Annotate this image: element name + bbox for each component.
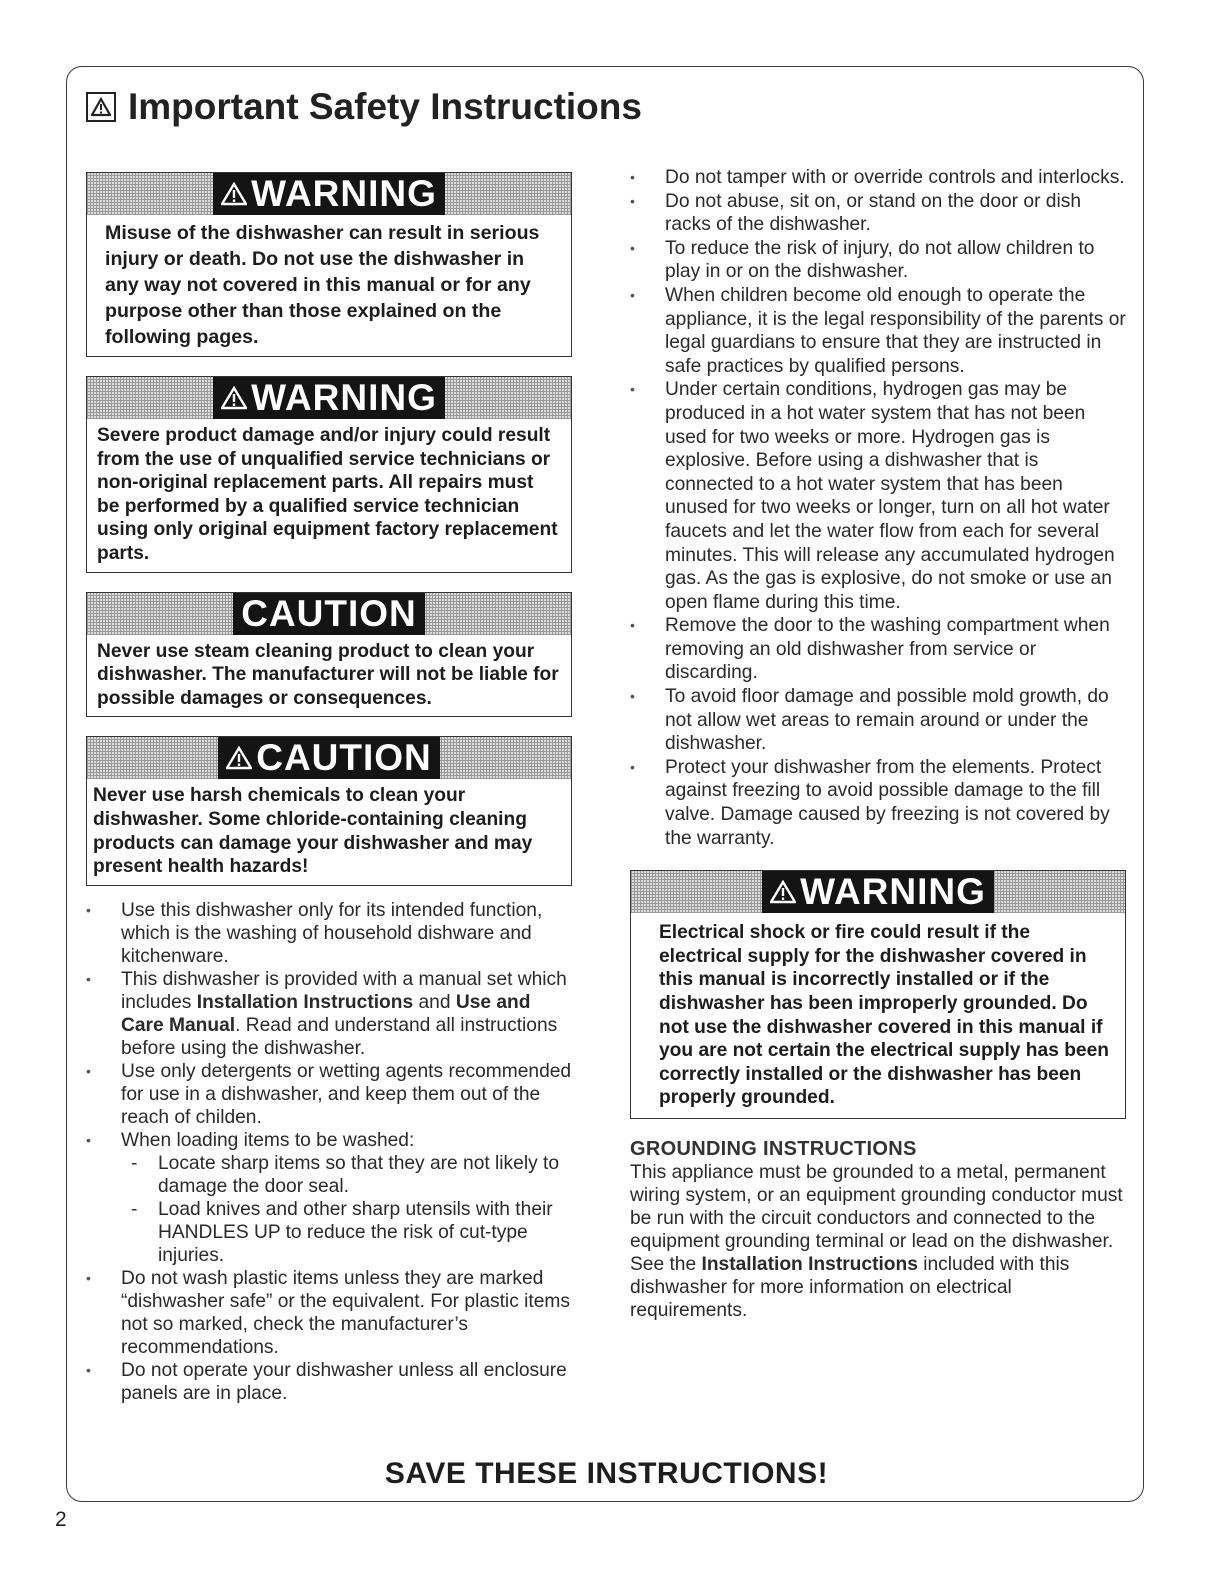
notice-text: Severe product damage and/or injury could result from the use of unqualified service technicians or non-original replacement parts. All repairs must be performed by a qualified service technician using only original equipment factory replacement parts. xyxy=(97,425,558,564)
warning-box xyxy=(630,870,1126,1119)
page-title xyxy=(86,86,642,128)
list-item: • When loading items to be washed: - Locate sharp items so that they are not likely to damage the door seal. - Load knives and other sharp utensils with their HANDLES UP to reduce the risk of cut-type injuries. xyxy=(86,1129,572,1267)
notice-text: Never use harsh chemicals to clean your dishwasher. Some chloride-containing cleaning products can damage your dishwasher and may present health hazards! xyxy=(93,785,533,878)
list-item: • Do not abuse, sit on, or stand on the door or dish racks of the dishwasher. xyxy=(630,190,1130,237)
list-item: • Under certain conditions, hydrogen gas may be produced in a hot water system that has not been used for two weeks or more. Hydrogen gas is explosive. Before using a dishwasher that is connected to a hot water system that has been unused for two weeks or longer, turn on all hot water faucets and let the water flow from each for several minutes. This will release any accumulated hydrogen gas. As the gas is explosive, do not smoke or use an open flame during this time. xyxy=(630,378,1130,614)
alert-triangle-icon xyxy=(221,182,247,206)
notice-label: WARNING xyxy=(800,871,986,913)
list-item: • When children become old enough to operate the appliance, it is the legal responsibility of the parents or legal guardians to ensure that they are instructed in safe practices by qualified persons. xyxy=(630,284,1130,378)
alert-triangle-icon xyxy=(221,386,247,410)
notice-header xyxy=(87,593,571,635)
list-item: • Protect your dishwasher from the elements. Protect against freezing to avoid possible damage to the fill valve. Damage caused by freezing is not covered by the warranty. xyxy=(630,756,1130,850)
notice-text: Electrical shock or fire could result if the electrical supply for the dishwasher covered in this manual is incorrectly installed or if the dishwasher has been improperly grounded. Do not use the dishwasher covered in this manual if you are not certain the electrical supply has been correctly installed or the dishwasher has been properly grounded. xyxy=(659,922,1109,1109)
right-column xyxy=(630,166,1130,1322)
list-item: • Do not operate your dishwasher unless all enclosure panels are in place. xyxy=(86,1359,572,1405)
left-column xyxy=(86,172,572,1405)
notice-label: CAUTION xyxy=(241,592,417,634)
notice-label: WARNING xyxy=(251,173,437,214)
notice-header xyxy=(631,871,1125,913)
notice-label: CAUTION xyxy=(256,737,432,779)
list-item: • To reduce the risk of injury, do not allow children to play in or on the dishwasher. xyxy=(630,237,1130,284)
sub-list xyxy=(121,1152,572,1267)
safety-list xyxy=(86,899,572,1405)
warning-box xyxy=(86,376,572,573)
notice-label: WARNING xyxy=(251,377,437,418)
grounding-heading: GROUNDING INSTRUCTIONS xyxy=(630,1137,917,1160)
list-item: • Do not wash plastic items unless they are marked “dishwasher safe” or the equivalent. For plastic items not so marked, check the manufacturer’s recommendations. xyxy=(86,1267,572,1359)
list-item: • To avoid floor damage and possible mold growth, do not allow wet areas to remain around or under the dishwasher. xyxy=(630,685,1130,756)
grounding-text: This appliance must be grounded to a metal, permanent wiring system, or an equipment grounding conductor must be run with the circuit conductors and connected to the equipment grounding terminal or lead on the dishwasher. See the Installation Instructions included with this dishwasher for more information on electrical requirements. xyxy=(630,1161,1123,1321)
alert-triangle-icon xyxy=(226,746,252,770)
list-item: • Remove the door to the washing compartment when removing an old dishwasher from service or discarding. xyxy=(630,614,1130,685)
page-title-text: Important Safety Instructions xyxy=(128,86,642,127)
warning-square-icon xyxy=(86,92,116,122)
sub-list-item: - Locate sharp items so that they are not likely to damage the door seal. xyxy=(121,1152,572,1198)
caution-box xyxy=(86,736,572,885)
warning-box xyxy=(86,172,572,357)
list-item: • Use this dishwasher only for its intended function, which is the washing of household dishware and kitchenware. xyxy=(86,899,572,968)
page-number: 2 xyxy=(55,1508,67,1531)
list-item: • Do not tamper with or override controls and interlocks. xyxy=(630,166,1130,190)
list-item: • This dishwasher is provided with a manual set which includes Installation Instructions and Use and Care Manual. Read and understand all instructions before using the dishwasher. xyxy=(86,968,572,1060)
notice-header xyxy=(87,737,571,779)
save-instructions-banner: SAVE THESE INSTRUCTIONS! xyxy=(384,1457,829,1490)
sub-list-item: - Load knives and other sharp utensils with their HANDLES UP to reduce the risk of cut-type injuries. xyxy=(121,1198,572,1267)
list-item: • Use only detergents or wetting agents recommended for use in a dishwasher, and keep them out of the reach of childen. xyxy=(86,1060,572,1129)
notice-header xyxy=(87,173,571,215)
notice-header xyxy=(87,377,571,419)
caution-box xyxy=(86,592,572,718)
notice-text: Never use steam cleaning product to clean your dishwasher. The manufacturer will not be liable for possible damages or consequences. xyxy=(97,640,559,709)
alert-triangle-icon xyxy=(770,880,796,904)
notice-text: Misuse of the dishwasher can result in serious injury or death. Do not use the dishwasher in any way not covered in this manual or for any purpose other than those explained on the following pages. xyxy=(105,222,540,348)
safety-list xyxy=(630,166,1130,850)
